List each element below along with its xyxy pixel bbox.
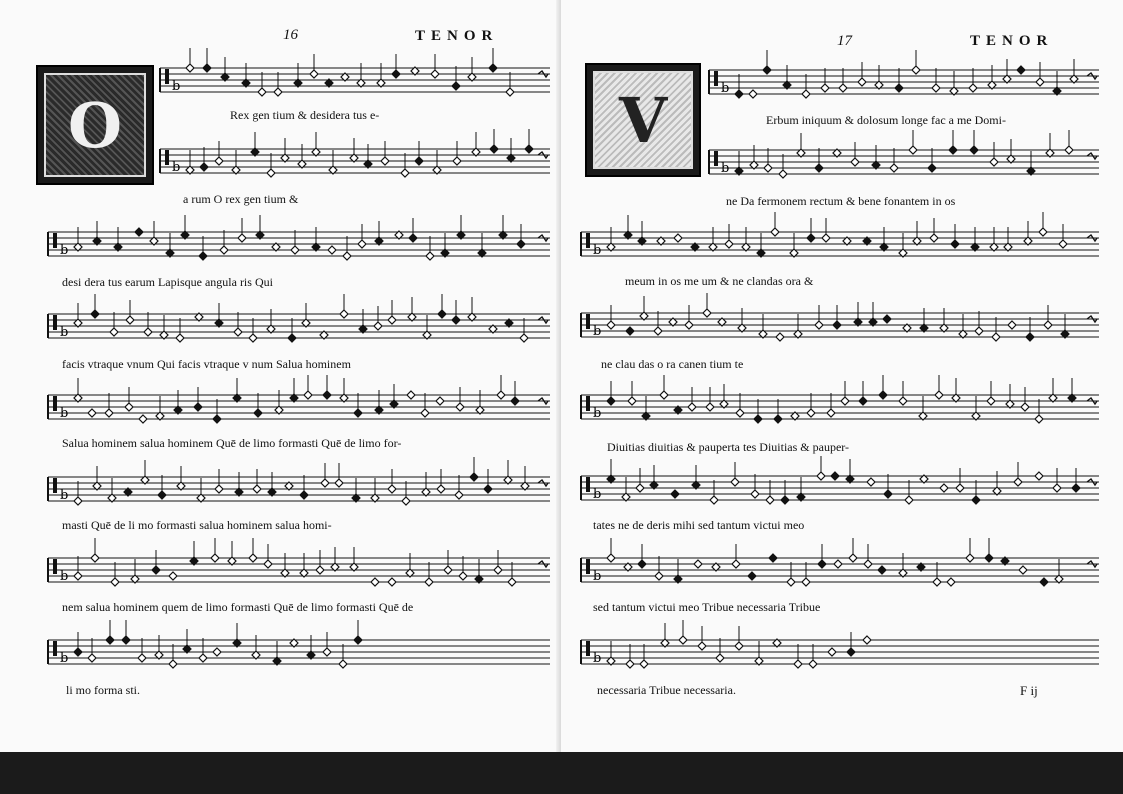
- svg-text:b: b: [593, 569, 602, 584]
- svg-text:b: b: [60, 569, 69, 584]
- right-staff-2: [709, 138, 1099, 188]
- svg-text:b: b: [721, 161, 730, 176]
- left-staff-2: [160, 137, 550, 187]
- right-lyric-line-3: meum in os me um & ne clandas ora &: [625, 274, 814, 288]
- svg-text:b: b: [593, 406, 602, 421]
- right-staff-5: [581, 383, 1099, 433]
- left-decorated-initial: [36, 65, 154, 185]
- right-voice-header: TENOR: [970, 33, 1054, 49]
- svg-text:b: b: [593, 243, 602, 258]
- right-staff-7: [581, 546, 1099, 596]
- left-lyric-line-4: facis vtraque vnum Qui facis vtraque v num Salua hominem: [62, 357, 351, 371]
- left-lyric-line-7: nem salua hominem quem de limo formasti Quē de limo formasti Quē de: [62, 600, 414, 614]
- right-staff-3: [581, 220, 1099, 270]
- left-staff-5: [48, 383, 550, 433]
- right-staff-6: [581, 464, 1099, 514]
- left-lyric-line-2: a rum O rex gen tium &: [183, 192, 299, 206]
- svg-text:b: b: [593, 487, 602, 502]
- right-lyric-line-2: ne Da fermonem rectum & bene fonantem in os: [726, 194, 956, 208]
- scanner-bottom-border: [0, 752, 1123, 794]
- right-lyric-line-7: sed tantum victui meo Tribue necessaria Tribue: [593, 600, 821, 614]
- left-staff-6: [48, 465, 550, 515]
- left-staff-3: [48, 220, 550, 270]
- svg-text:b: b: [60, 406, 69, 421]
- left-staff-4: [48, 302, 550, 352]
- right-lyric-line-5: Diuitias diuitias & pauperta tes Diuitias & pauper-: [607, 440, 850, 454]
- right-decorated-initial: [585, 63, 701, 177]
- right-lyric-line-1: Erbum iniquum & dolosum longe fac a me Domi-: [766, 113, 1006, 127]
- svg-text:b: b: [60, 651, 69, 666]
- svg-text:b: b: [60, 243, 69, 258]
- left-staff-7: [48, 546, 550, 596]
- right-staff-4: [581, 301, 1099, 351]
- left-lyric-line-1: Rex gen tium & desidera tus e-: [230, 108, 380, 122]
- initial-letter-o: O: [44, 73, 146, 177]
- right-staff-1: [709, 58, 1099, 108]
- left-lyric-line-6: masti Quē de li mo formasti salua hominem salua homi-: [62, 518, 332, 532]
- left-lyric-line-5: Salua hominem salua hominem Quē de limo formasti Quē de limo for-: [62, 436, 402, 450]
- left-page: [0, 0, 561, 752]
- left-staff-1: [160, 56, 550, 106]
- svg-text:b: b: [172, 160, 181, 175]
- left-voice-header: TENOR: [415, 28, 499, 44]
- svg-text:b: b: [593, 324, 602, 339]
- right-page: [561, 0, 1123, 752]
- left-staff-8: [48, 628, 550, 678]
- right-signature-mark: F ij: [1020, 683, 1038, 698]
- right-page-number: 17: [837, 33, 852, 49]
- right-lyric-line-6: tates ne de deris mihi sed tantum victui meo: [593, 518, 805, 532]
- right-lyric-line-4: ne clau das o ra canen tium te: [601, 357, 744, 371]
- svg-text:b: b: [721, 81, 730, 96]
- svg-text:b: b: [593, 651, 602, 666]
- left-lyric-line-3: desi dera tus earum Lapisque angula ris Qui: [62, 275, 273, 289]
- svg-text:b: b: [60, 325, 69, 340]
- svg-text:b: b: [172, 79, 181, 94]
- right-staff-8: [581, 628, 1099, 678]
- svg-text:b: b: [60, 488, 69, 503]
- initial-letter-v: V: [593, 71, 693, 169]
- right-lyric-line-8: necessaria Tribue necessaria.: [597, 683, 736, 697]
- left-page-number: 16: [283, 27, 298, 43]
- left-lyric-line-8: li mo forma sti.: [66, 683, 140, 697]
